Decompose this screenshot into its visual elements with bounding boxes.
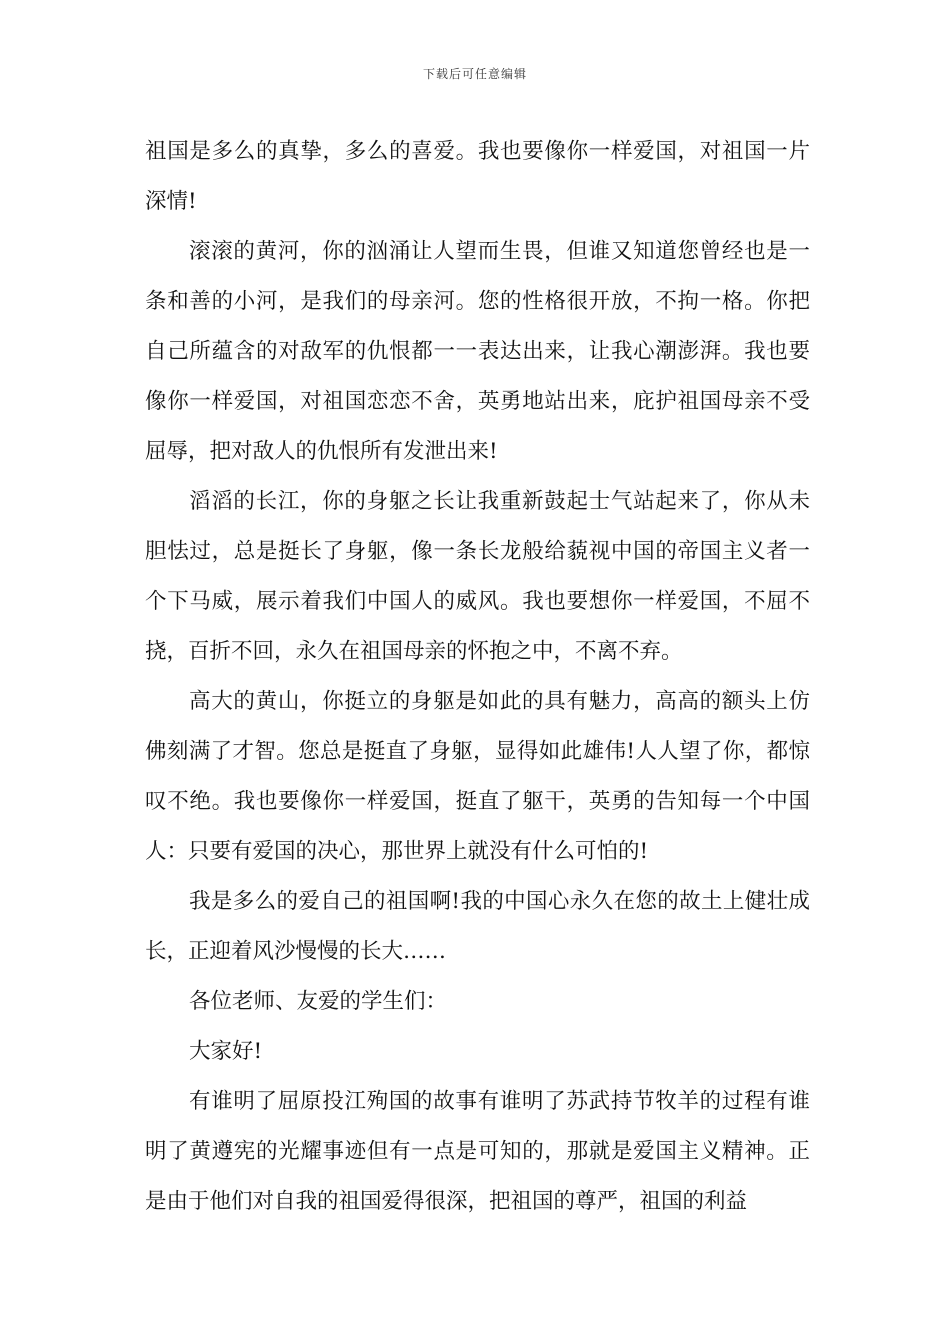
paragraph: 我是多么的爱自己的祖国啊!我的中国心永久在您的故土上健壮成长，正迎着风沙慢慢的长大…… <box>145 889 810 964</box>
paragraph: 各位老师、友爱的学生们： <box>189 989 448 1014</box>
paragraph: 高大的黄山，你挺立的身躯是如此的具有魅力，高高的额头上仿佛刻满了才智。您总是挺直了身躯，显得如此雄伟!人人望了你，都惊叹不绝。我也要像你一样爱国，挺直了躯干，英勇的告知每一个中国人：只要有爱国的决心，那世界上就没有什么可怕的! <box>145 689 810 864</box>
paragraph: 滚滚的黄河，你的汹涌让人望而生畏，但谁又知道您曾经也是一条和善的小河，是我们的母亲河。您的性格很开放，不拘一格。你把自己所蕴含的对敌军的仇恨都一一表达出来，让我心潮澎湃。我也要像你一样爱国，对祖国恋恋不舍，英勇地站出来，庇护祖国母亲不受屈辱，把对敌人的仇恨所有发泄出来! <box>145 239 810 464</box>
document-body <box>145 127 810 1227</box>
page-header: 下载后可任意编辑 <box>422 67 527 81</box>
paragraph: 祖国是多么的真挚，多么的喜爱。我也要像你一样爱国，对祖国一片深情! <box>145 139 810 214</box>
paragraph: 大家好! <box>189 1039 263 1064</box>
paragraph: 有谁明了屈原投江殉国的故事有谁明了苏武持节牧羊的过程有谁明了黄遵宪的光耀事迹但有一点是可知的，那就是爱国主义精神。正是由于他们对自我的祖国爱得很深，把祖国的尊严，祖国的利益 <box>145 1089 810 1214</box>
paragraph: 滔滔的长江，你的身躯之长让我重新鼓起士气站起来了，你从未胆怯过，总是挺长了身躯，像一条长龙般给藐视中国的帝国主义者一个下马威，展示着我们中国人的威风。我也要想你一样爱国，不屈不挠，百折不回，永久在祖国母亲的怀抱之中，不离不弃。 <box>145 489 810 664</box>
